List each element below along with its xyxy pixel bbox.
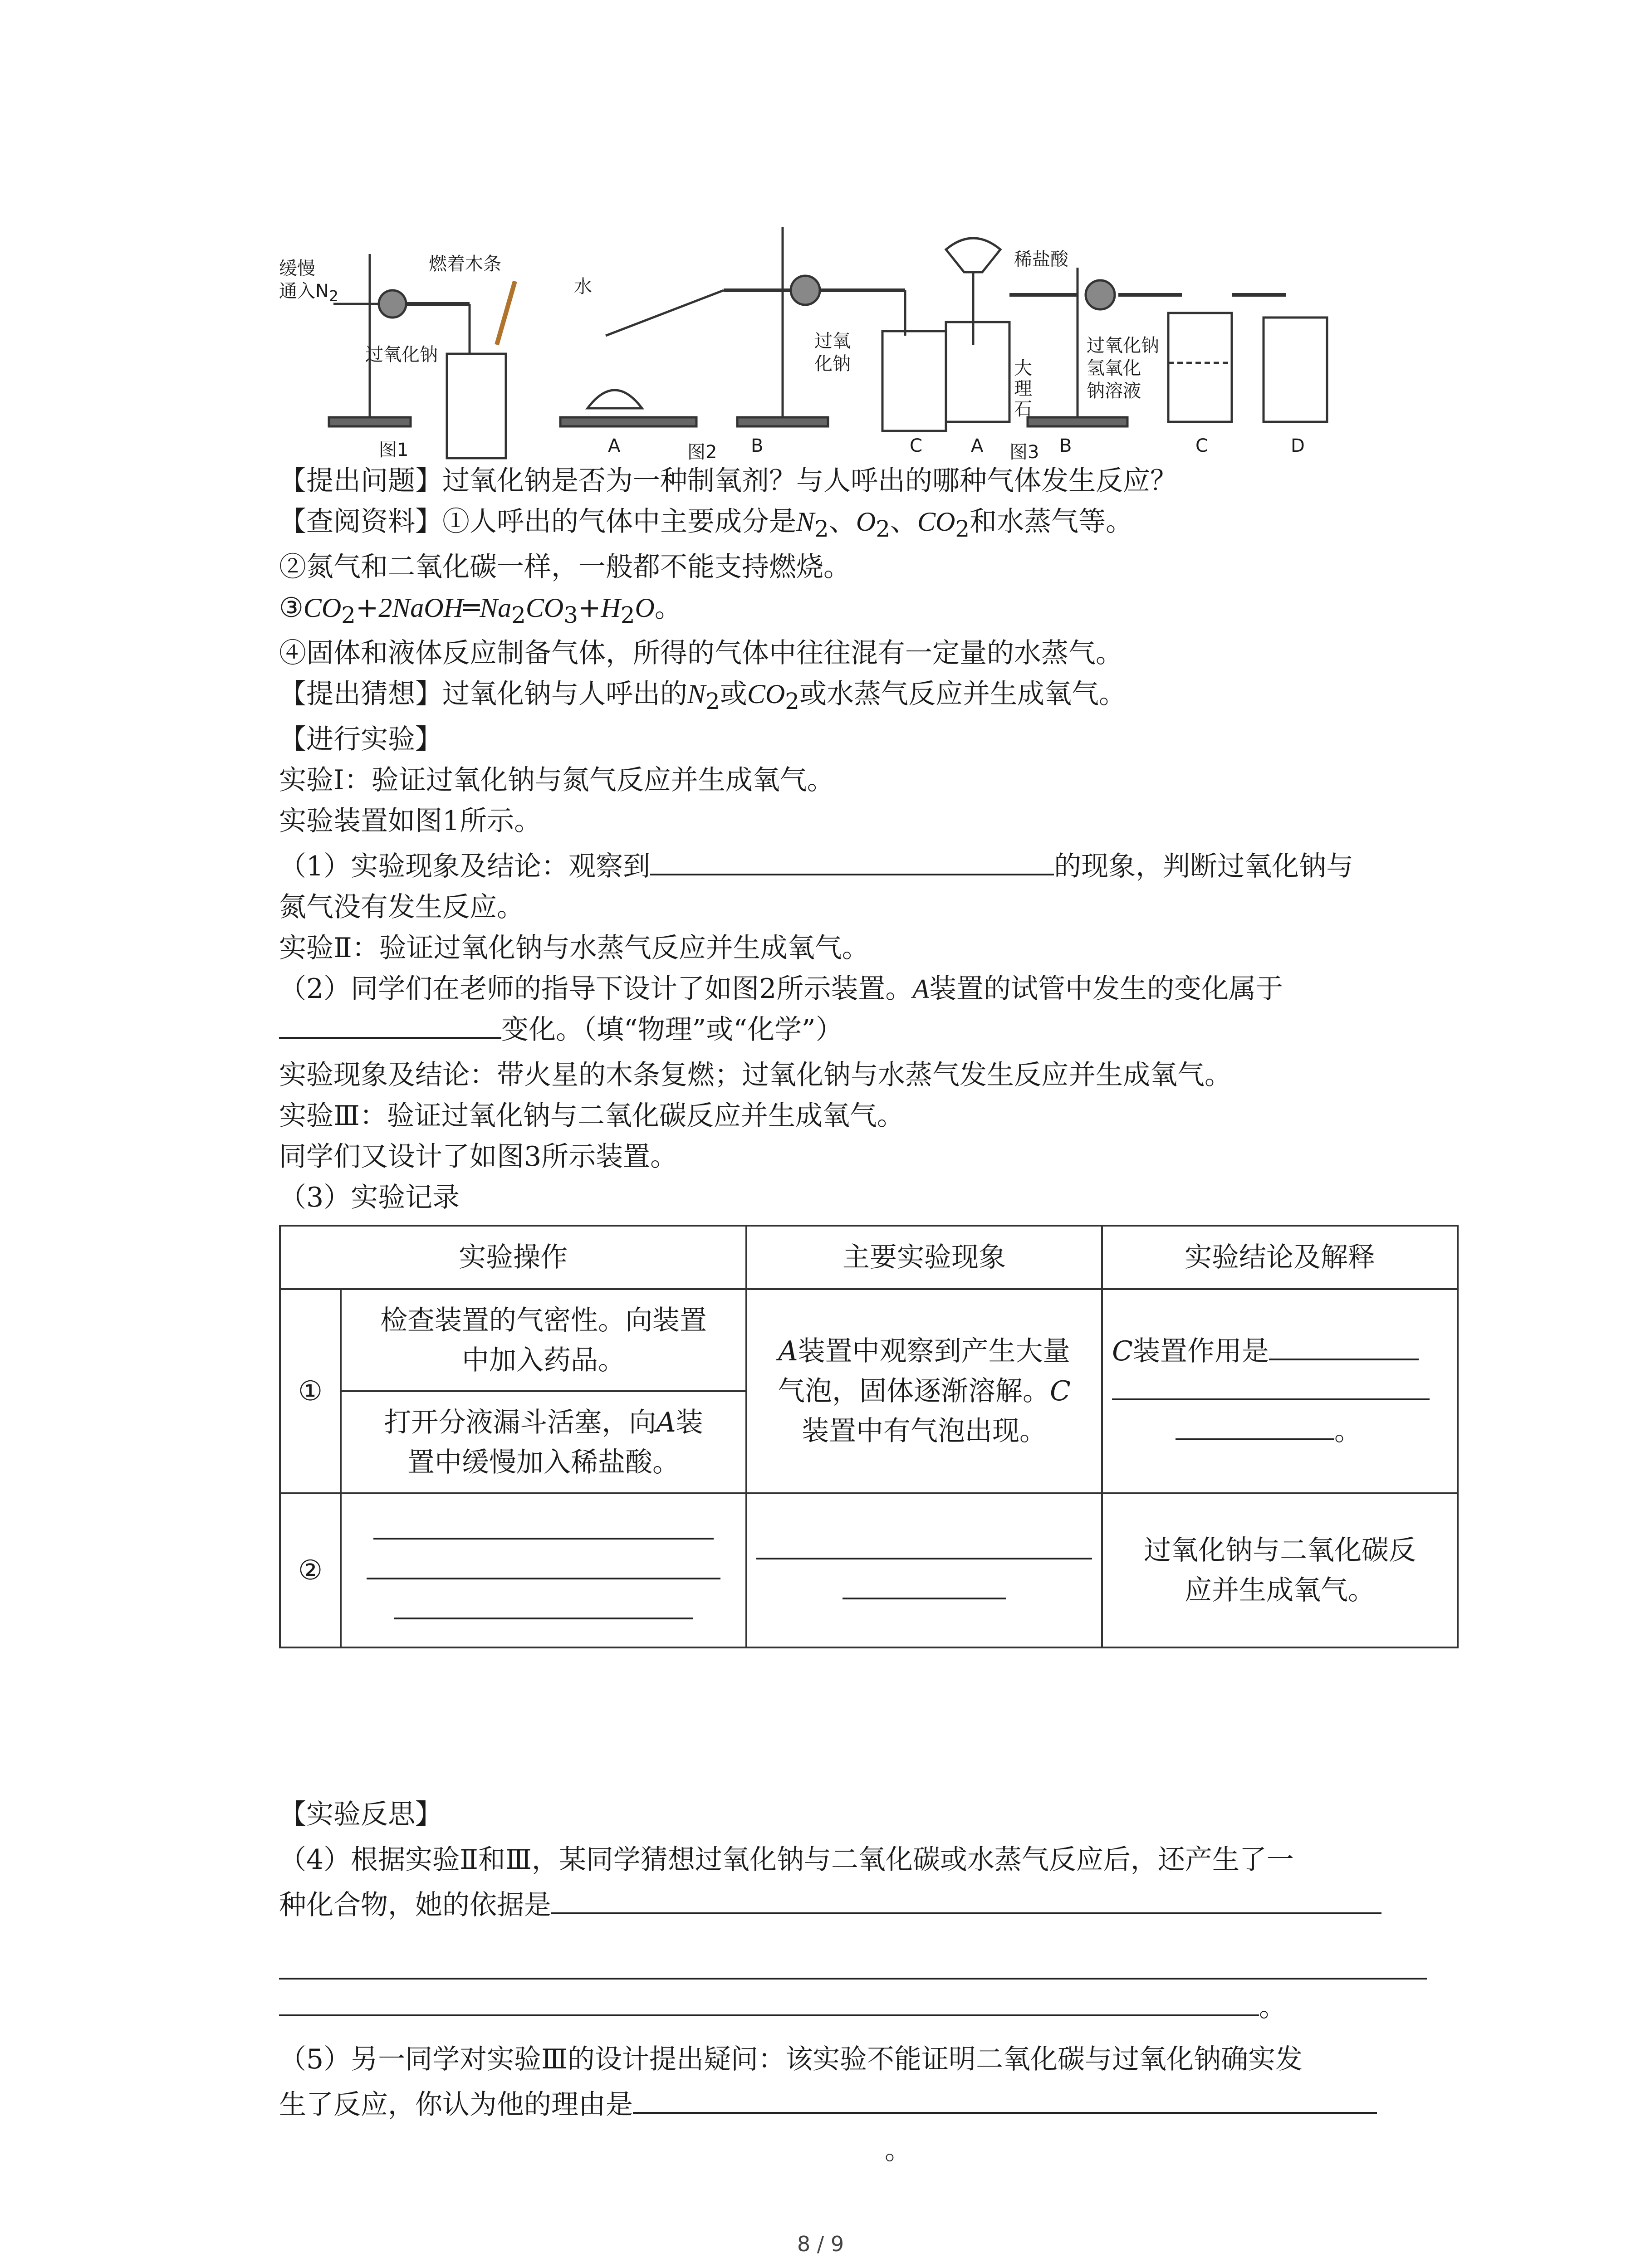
fig1-inlet-label-2: 通入$N_2$ xyxy=(279,281,339,305)
q4-answer-blank-3[interactable] xyxy=(279,1992,1259,2016)
q1-answer-blank[interactable] xyxy=(650,851,1054,875)
q4-answer-blank-1[interactable] xyxy=(551,1890,1381,1914)
q4-line-2: 种化合物，她的依据是 xyxy=(279,1887,1381,1923)
q2-answer-blank[interactable] xyxy=(279,1014,501,1039)
row2-operation-blank-1[interactable] xyxy=(373,1515,714,1540)
row2-phenomenon xyxy=(746,1493,1102,1647)
fig1-reagent-label: 过氧化钠 xyxy=(365,344,438,365)
fig3-naoh-label-2: 钠溶液 xyxy=(1087,381,1141,401)
q2-cont-line: 变化。（填“物理”或“化学”） xyxy=(279,1012,843,1048)
apparatus-figure xyxy=(279,218,1336,463)
header-phenomenon: 主要实验现象 xyxy=(746,1226,1102,1289)
info-line-2: ②氮气和二氧化碳一样，一般都不能支持燃烧。 xyxy=(279,551,851,583)
fig3-acid-label: 稀盐酸 xyxy=(1014,249,1068,270)
row1-conclusion: C装置作用是 。 xyxy=(1102,1289,1458,1493)
fig2-caption: 图2 xyxy=(687,442,717,463)
row2-operation xyxy=(341,1493,746,1647)
row1-conclusion-blank-1[interactable] xyxy=(1269,1336,1419,1360)
fig1-caption: 图1 xyxy=(379,440,409,460)
fig3-caption: 图3 xyxy=(1009,442,1039,463)
info-line-1: 【查阅资料】①人呼出的气体中主要成分是$N_2$、$O_2$、$CO_2$和水蒸气等。 xyxy=(279,506,1133,542)
q5-line-2: 生了反应，你认为他的理由是 xyxy=(279,2087,1377,2123)
row1-phenomenon: A装置中观察到产生大量 气泡，固体逐渐溶解。C 装置中有气泡出现。 xyxy=(746,1289,1102,1493)
row1-operation-b: 打开分液漏斗活塞，向A装 置中缓慢加入稀盐酸。 xyxy=(341,1391,746,1493)
fig3-label-d: D xyxy=(1291,435,1305,456)
info-line-3: $③CO_2+2NaOH═Na_2CO_3+H_2O$。 xyxy=(279,592,682,628)
fig1-inlet-label: 缓慢 xyxy=(279,258,315,279)
fig2-reagent-label: 过氧 xyxy=(814,331,851,352)
fig3-marble-label-2: 理 xyxy=(1014,378,1032,399)
q4-answer-blank-2[interactable] xyxy=(279,1978,1427,1980)
q5-line-3: 。 xyxy=(885,2134,912,2166)
fig2-reagent-label-2: 化钠 xyxy=(814,353,851,374)
experiment-record-table xyxy=(279,1225,1459,1648)
fig3-marble-label-3: 石 xyxy=(1014,399,1032,420)
fig2-label-c: C xyxy=(910,435,922,456)
q1-line: （1）实验现象及结论：观察到 的现象，判断过氧化钠与 xyxy=(279,850,1354,882)
q3-line: （3）实验记录 xyxy=(279,1182,460,1213)
fig3-label-a: A xyxy=(971,435,984,456)
row2-operation-blank-3[interactable] xyxy=(394,1595,693,1619)
row2-conclusion: 过氧化钠与二氧化碳反 应并生成氧气。 xyxy=(1102,1493,1458,1647)
fig3-label-c: C xyxy=(1195,435,1208,456)
experiment-heading: 【进行实验】 xyxy=(279,723,442,755)
row2-phenomenon-blank-1[interactable] xyxy=(756,1535,1092,1559)
fig3-marble-label: 大 xyxy=(1014,358,1032,379)
row1-conclusion-blank-2[interactable] xyxy=(1112,1376,1430,1400)
row1-operation-a: 检查装置的气密性。向装置 中加入药品。 xyxy=(341,1289,746,1391)
q4-line-1: （4）根据实验Ⅱ和Ⅲ，某同学猜想过氧化钠与二氧化碳或水蒸气反应后，还产生了一 xyxy=(279,1844,1294,1876)
fig2-label-b: B xyxy=(751,435,764,456)
header-operation: 实验操作 xyxy=(280,1226,746,1289)
exp1-line: 实验Ⅰ：验证过氧化钠与氮气反应并生成氧气。 xyxy=(279,764,834,796)
question-line: 【提出问题】过氧化钠是否为一种制氧剂？与人呼出的哪种气体发生反应？ xyxy=(279,465,1177,497)
fig1-stick-label: 燃着木条 xyxy=(429,254,501,274)
q5-line-1: （5）另一同学对实验Ⅲ的设计提出疑问：该实验不能证明二氧化碳与过氧化钠确实发 xyxy=(279,2043,1303,2075)
fig3-naoh-label: 氢氧化 xyxy=(1087,358,1141,379)
q4-line-4: 。 xyxy=(279,1989,1286,2025)
exp3-setup-line: 同学们又设计了如图3所示装置。 xyxy=(279,1141,678,1173)
exp3-line: 实验Ⅲ：验证过氧化钠与二氧化碳反应并生成氧气。 xyxy=(279,1100,904,1132)
exp1-setup-line: 实验装置如图1所示。 xyxy=(279,805,542,837)
fig3-reagent-label: 过氧化钠 xyxy=(1087,335,1159,356)
header-conclusion: 实验结论及解释 xyxy=(1102,1226,1458,1289)
q5-answer-blank-1[interactable] xyxy=(633,2089,1377,2114)
q2-line: （2）同学们在老师的指导下设计了如图2所示装置。A装置的试管中发生的变化属于 xyxy=(279,973,1283,1005)
row2-operation-blank-2[interactable] xyxy=(367,1555,720,1579)
row2-number: ② xyxy=(280,1493,341,1647)
row1-number: ① xyxy=(280,1289,341,1493)
exp2-line: 实验Ⅱ：验证过氧化钠与水蒸气反应并生成氧气。 xyxy=(279,932,869,964)
exp2-result-line: 实验现象及结论：带火星的木条复燃；过氧化钠与水蒸气发生反应并生成氧气。 xyxy=(279,1059,1232,1091)
row1-conclusion-blank-3[interactable] xyxy=(1176,1416,1334,1440)
fig3-label-b: B xyxy=(1059,435,1072,456)
page-number: 8 / 9 xyxy=(797,2232,844,2256)
guess-line: 【提出猜想】过氧化钠与人呼出的$N_2$或$CO_2$或水蒸气反应并生成氧气。 xyxy=(279,678,1127,714)
fig2-water-label: 水 xyxy=(574,276,592,297)
fig2-label-a: A xyxy=(608,435,621,456)
row2-phenomenon-blank-2[interactable] xyxy=(843,1575,1006,1599)
info-line-4: ④固体和液体反应制备气体，所得的气体中往往混有一定量的水蒸气。 xyxy=(279,637,1123,669)
reflect-heading: 【实验反思】 xyxy=(279,1799,442,1830)
q1-cont-line: 氮气没有发生反应。 xyxy=(279,891,524,923)
